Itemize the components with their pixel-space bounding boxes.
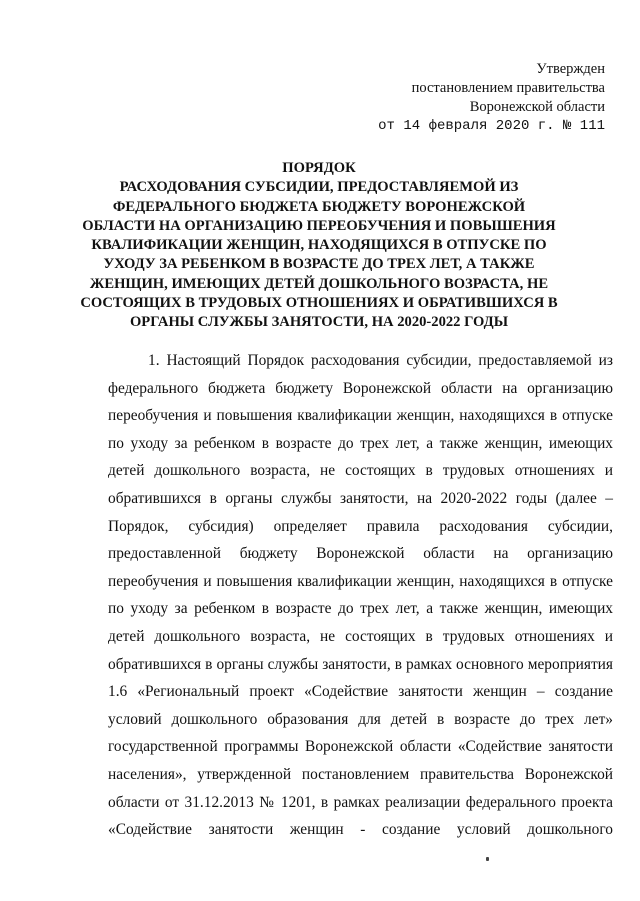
- title-line: СОСТОЯЩИХ В ТРУДОВЫХ ОТНОШЕНИЯХ И ОБРАТИВШИХСЯ В: [80, 295, 558, 312]
- body-paragraph: [108, 347, 613, 844]
- title-line: ПОРЯДОК: [282, 160, 356, 176]
- title-line: КВАЛИФИКАЦИИ ЖЕНЩИН, НАХОДЯЩИХСЯ В ОТПУСКЕ ПО: [91, 237, 547, 254]
- scan-speck: [486, 857, 489, 861]
- body-line: переобучения и повышения квалификации женщин, находящихся в отпуске: [108, 407, 613, 425]
- body-line: 1.6 «Региональный проект «Содействие занятости женщин – создание: [108, 683, 613, 701]
- body-line: «Содействие занятости женщин - создание условий дошкольного: [108, 821, 613, 839]
- body-line: детей дошкольного возраста, не состоящих в трудовых отношениях и: [108, 462, 613, 480]
- body-line: обратившихся в органы службы занятости, в рамках основного мероприятия: [108, 655, 613, 673]
- body-line: государственной программы Воронежской области «Содействие занятости: [108, 738, 613, 756]
- title-line: ЖЕНЩИН, ИМЕЮЩИХ ДЕТЕЙ ДОШКОЛЬНОГО ВОЗРАСТА, НЕ: [89, 275, 549, 292]
- title-line: ФЕДЕРАЛЬНОГО БЮДЖЕТА БЮДЖЕТУ ВОРОНЕЖСКОЙ: [112, 198, 526, 215]
- approval-date-line: от 14 февраля 2020 г. № 111: [378, 118, 605, 134]
- body-line: по уходу за ребенком в возрасте до трех лет, а также женщин, имеющих: [108, 434, 613, 452]
- title-line: УХОДУ ЗА РЕБЕНКОМ В ВОЗРАСТЕ ДО ТРЕХ ЛЕТ, А ТАКЖЕ: [103, 256, 535, 273]
- approval-line-2: постановлением правительства: [411, 80, 605, 96]
- approval-stamp: [378, 60, 605, 134]
- body-line: детей дошкольного возраста, не состоящих в трудовых отношениях и: [108, 627, 613, 645]
- approval-line-3: Воронежской области: [469, 99, 605, 115]
- body-line: 1. Настоящий Порядок расходования субсидии, предоставляемой из: [148, 352, 613, 369]
- title-line: ОБЛАСТИ НА ОРГАНИЗАЦИЮ ПЕРЕОБУЧЕНИЯ И ПОВЫШЕНИЯ: [82, 217, 556, 234]
- approval-line-1: Утвержден: [536, 61, 605, 77]
- body-line: области от 31.12.2013 № 1201, в рамках реализации федерального проекта: [108, 793, 613, 811]
- body-line: населения», утвержденной постановлением правительства Воронежской: [108, 765, 613, 783]
- body-line: условий дошкольного образования для детей в возрасте до трех лет»: [108, 710, 613, 728]
- body-line: обратившихся в органы службы занятости, на 2020-2022 годы (далее –: [108, 489, 613, 507]
- document-title: [80, 159, 558, 333]
- title-line: ОРГАНЫ СЛУЖБЫ ЗАНЯТОСТИ, НА 2020-2022 ГОДЫ: [129, 314, 509, 331]
- body-line: переобучения и повышения квалификации женщин, находящихся в отпуске: [108, 572, 613, 590]
- body-line: по уходу за ребенком в возрасте до трех лет, а также женщин, имеющих: [108, 600, 613, 618]
- body-line: федерального бюджета бюджету Воронежской области на организацию: [108, 379, 613, 397]
- body-line: предоставленной бюджету Воронежской области на организацию: [108, 545, 613, 563]
- title-line: РАСХОДОВАНИЯ СУБСИДИИ, ПРЕДОСТАВЛЯЕМОЙ ИЗ: [119, 179, 519, 196]
- body-line: Порядок, субсидия) определяет правила расходования субсидии,: [108, 517, 613, 535]
